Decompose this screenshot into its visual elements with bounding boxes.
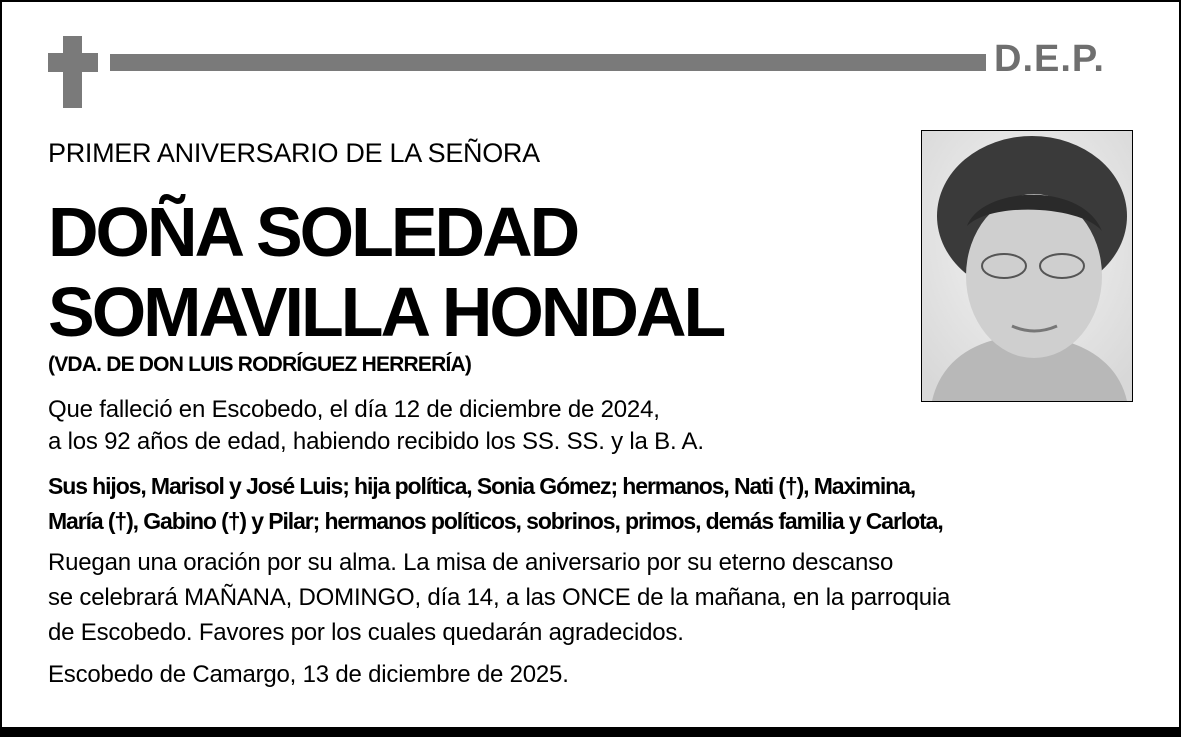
place-date: Escobedo de Camargo, 13 de diciembre de 2025. <box>48 661 569 688</box>
death-line2: a los 92 años de edad, habiendo recibido los SS. SS. y la B. A. <box>48 428 704 455</box>
widow-of: (VDA. DE DON LUIS RODRÍGUEZ HERRERÍA) <box>48 353 472 376</box>
family-line1: Sus hijos, Marisol y José Luis; hija política, Sonia Gómez; hermanos, Nati (†), Maximina, <box>48 473 916 499</box>
cross-vertical <box>63 36 82 108</box>
mass-line3: de Escobedo. Favores por los cuales quedarán agradecidos. <box>48 619 684 646</box>
mass-line1: Ruegan una oración por su alma. La misa de aniversario por su eterno descanso <box>48 549 894 576</box>
deceased-name-line2: SOMAVILLA HONDAL <box>48 273 724 351</box>
preheading: PRIMER ANIVERSARIO DE LA SEÑORA <box>48 138 540 168</box>
dep-label: D.E.P. <box>994 38 1105 80</box>
deceased-name-line1: DOÑA SOLEDAD <box>48 193 578 271</box>
portrait-photo <box>921 130 1133 402</box>
family-line2: María (†), Gabino (†) y Pilar; hermanos políticos, sobrinos, primos, demás familia y Carlota, <box>48 508 943 534</box>
death-line1: Que falleció en Escobedo, el día 12 de diciembre de 2024, <box>48 396 660 423</box>
bottom-rule <box>0 727 1181 737</box>
cross-horizontal <box>48 53 98 72</box>
header-rule <box>110 54 986 71</box>
mass-line2: se celebrará MAÑANA, DOMINGO, día 14, a las ONCE de la mañana, en la parroquia <box>48 584 951 611</box>
